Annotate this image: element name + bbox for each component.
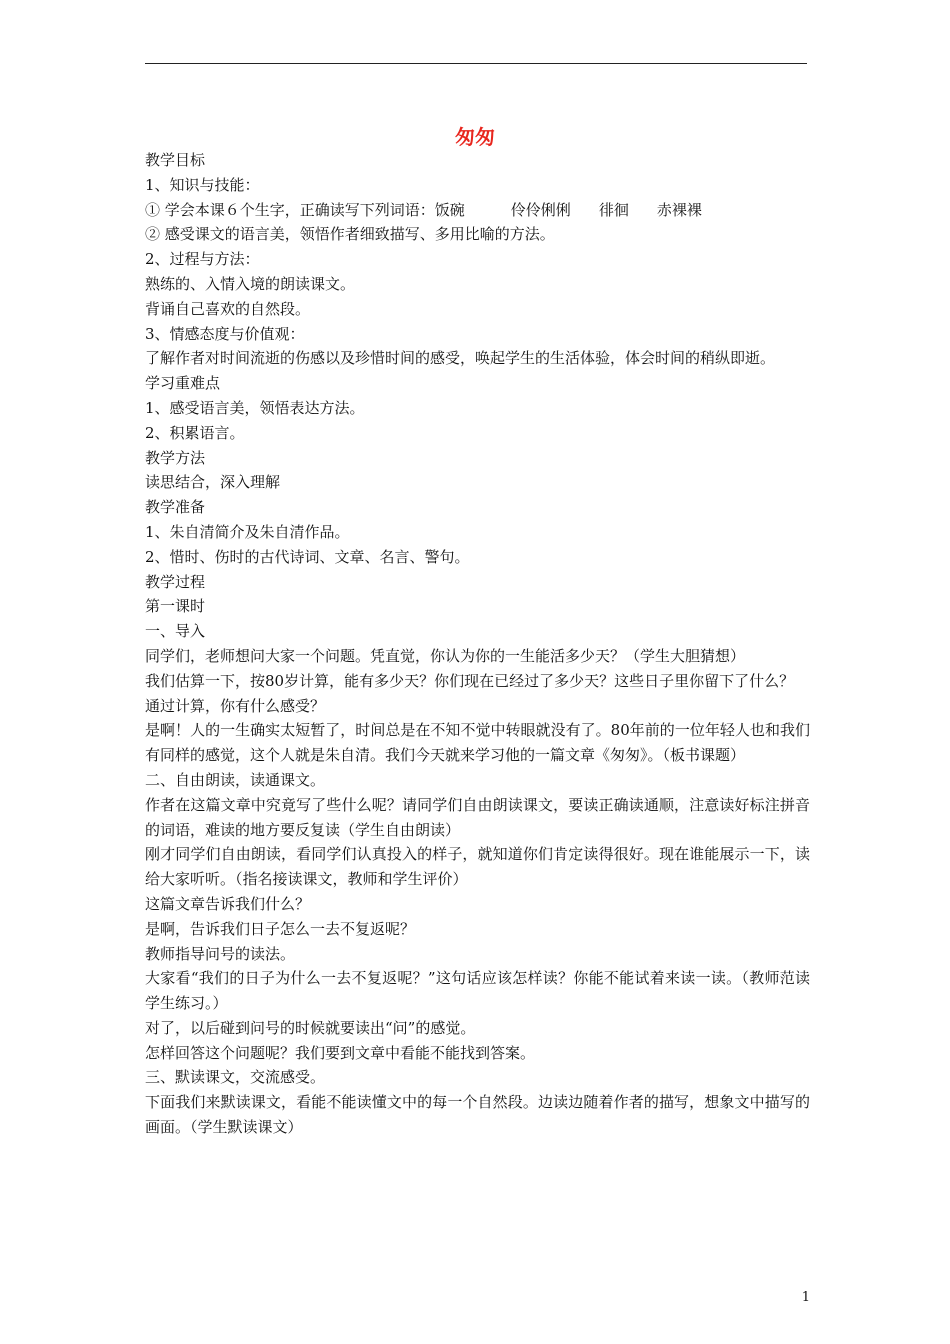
paragraph: 1、知识与技能： [145, 175, 260, 194]
paragraph: 怎样回答这个问题呢？我们要到文章中看能不能找到答案。 [145, 1043, 536, 1062]
paragraph: 大家看“我们的日子为什么一去不复返呢？”这句话应该怎样读？你能不能试着来读一读。（教师范读 学生练习。） [145, 969, 810, 1013]
paragraph: 教学过程 [145, 572, 206, 591]
paragraph: 背诵自己喜欢的自然段。 [145, 299, 311, 318]
paragraph: 同学们，老师想问大家一个问题。凭直觉，你认为你的一生能活多少天？（学生大胆猜想） [145, 646, 746, 665]
paragraph: 是啊，告诉我们日子怎么一去不复返呢？ [145, 919, 416, 938]
paragraph: 我们估算一下，按80岁计算，能有多少天？你们现在已经过了多少天？这些日子里你留下了什么？ [145, 671, 795, 690]
document-body [145, 148, 810, 1140]
paragraph: 一、导入 [145, 622, 206, 641]
paragraph: 熟练的、入情入境的朗读课文。 [145, 274, 356, 293]
paragraph: ② 感受课文的语言美，领悟作者细致描写、多用比喻的方法。 [145, 225, 555, 244]
vocab-word: 伶伶俐俐 [510, 200, 571, 219]
paragraph: 1、朱自清简介及朱自清作品。 [145, 522, 350, 541]
paragraph: 刚才同学们自由朗读，看同学们认真投入的样子，就知道你们肯定读得很好。现在谁能展示一下，读给大家听听。（指名接读课文，教师和学生评价） [145, 845, 810, 889]
paragraph: 二、自由朗读，读通课文。 [145, 770, 326, 789]
paragraph: 下面我们来默读课文，看能不能读懂文中的每一个自然段。边读边随着作者的描写，想象文中描写的画面。（学生默读课文） [145, 1093, 810, 1137]
paragraph: 2、积累语言。 [145, 423, 245, 442]
paragraph: 教师指导问号的读法。 [145, 944, 296, 963]
paragraph: 是啊！人的一生确实太短暂了，时间总是在不知不觉中转眼就没有了。80年前的一位年轻人也和我们有同样的感觉，这个人就是朱自清。我们今天就来学习他的一篇文章《匆匆》。（板书课题） [145, 721, 810, 765]
header-rule [145, 63, 807, 64]
paragraph: 学习重难点 [145, 374, 221, 393]
vocab-word: 饭碗 [434, 200, 465, 219]
vocab-word: 徘徊 [598, 200, 629, 219]
paragraph: 第一课时 [145, 597, 206, 616]
vocab-prefix: ① 学会本课６个生字，正确读写下列词语： [145, 200, 435, 219]
paragraph: 1、感受语言美，领悟表达方法。 [145, 398, 365, 417]
paragraph: 这篇文章告诉我们什么？ [145, 894, 311, 913]
paragraph: 教学方法 [145, 448, 206, 467]
paragraph: 了解作者对时间流逝的伤感以及珍惜时间的感受，唤起学生的生活体验，体会时间的稍纵即逝。 [145, 349, 776, 368]
paragraph: 作者在这篇文章中究竟写了些什么呢？请同学们自由朗读课文，要读正确读通顺，注意读好标注拼音的词语，难读的地方要反复读（学生自由朗读） [145, 795, 810, 839]
document-title: 匆匆 [455, 125, 495, 149]
page-number: 1 [801, 1290, 810, 1305]
paragraph: 教学准备 [145, 498, 206, 517]
paragraph: 三、默读课文，交流感受。 [145, 1068, 326, 1087]
vocab-line [145, 198, 810, 223]
paragraph: 读思结合，深入理解 [145, 473, 281, 492]
paragraph: 2、过程与方法： [145, 250, 260, 269]
paragraph: 教学目标 [145, 151, 206, 169]
paragraph: 通过计算，你有什么感受？ [145, 696, 326, 715]
vocab-word: 赤裸裸 [656, 200, 702, 219]
paragraph: 对了，以后碰到问号的时候就要读出“问”的感觉。 [145, 1018, 476, 1037]
paragraph: 3、情感态度与价值观： [145, 324, 305, 343]
paragraph: 2、惜时、伤时的古代诗词、文章、名言、警句。 [145, 547, 470, 566]
